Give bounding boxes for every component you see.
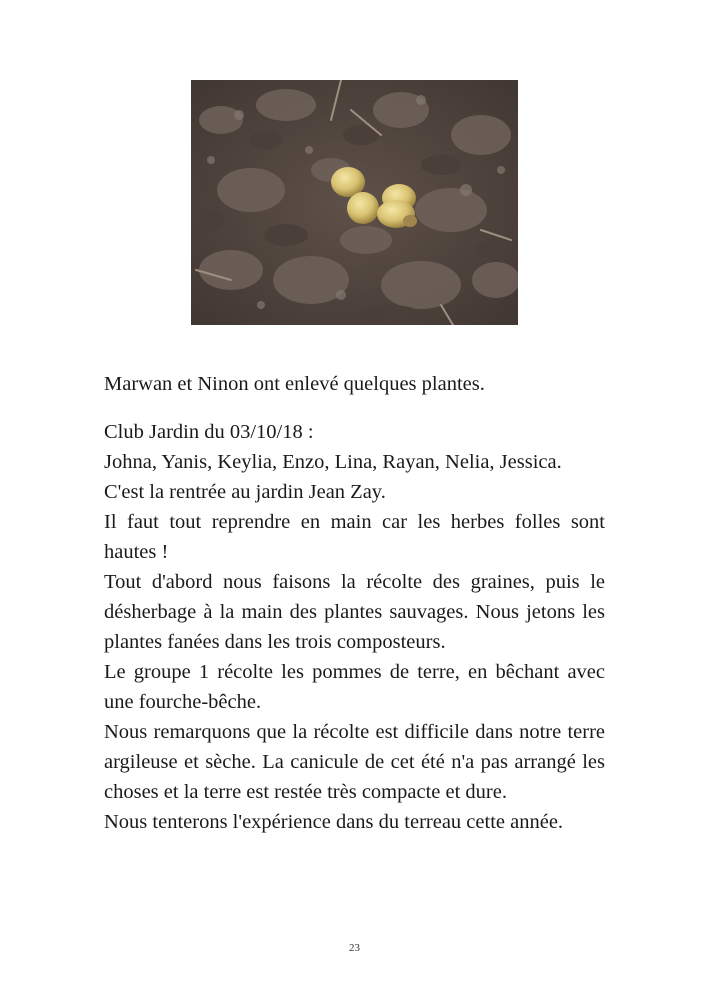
paragraph: Tout d'abord nous faisons la récolte des graines, puis le désherbage à la main des plantes sauvages. Nous jetons les plantes fanées dans les trois composteurs. — [104, 571, 605, 653]
paragraph: Nous tenterons l'expérience dans du terreau cette année. — [104, 811, 564, 833]
paragraph: Il faut tout reprendre en main car les herbes folles sont hautes ! — [104, 511, 605, 563]
photo-caption: Marwan et Ninon ont enlevé quelques plantes. — [104, 373, 485, 395]
club-jardin-text — [104, 417, 605, 837]
paragraph-participants: Johna, Yanis, Keylia, Enzo, Lina, Rayan, Nelia, Jessica. — [104, 451, 562, 473]
paragraph: Le groupe 1 récolte les pommes de terre, en bêchant avec une fourche-bêche. — [104, 661, 605, 713]
garden-soil-potatoes-photo — [191, 80, 518, 325]
paragraph: Nous remarquons que la récolte est difficile dans notre terre argileuse et sèche. La canicule de cet été n'a pas arrangé les choses et la terre est restée très compacte et dure. — [104, 721, 605, 803]
paragraph-title: Club Jardin du 03/10/18 : — [104, 421, 314, 443]
page-number: 23 — [349, 942, 360, 954]
paragraph: C'est la rentrée au jardin Jean Zay. — [104, 481, 386, 503]
